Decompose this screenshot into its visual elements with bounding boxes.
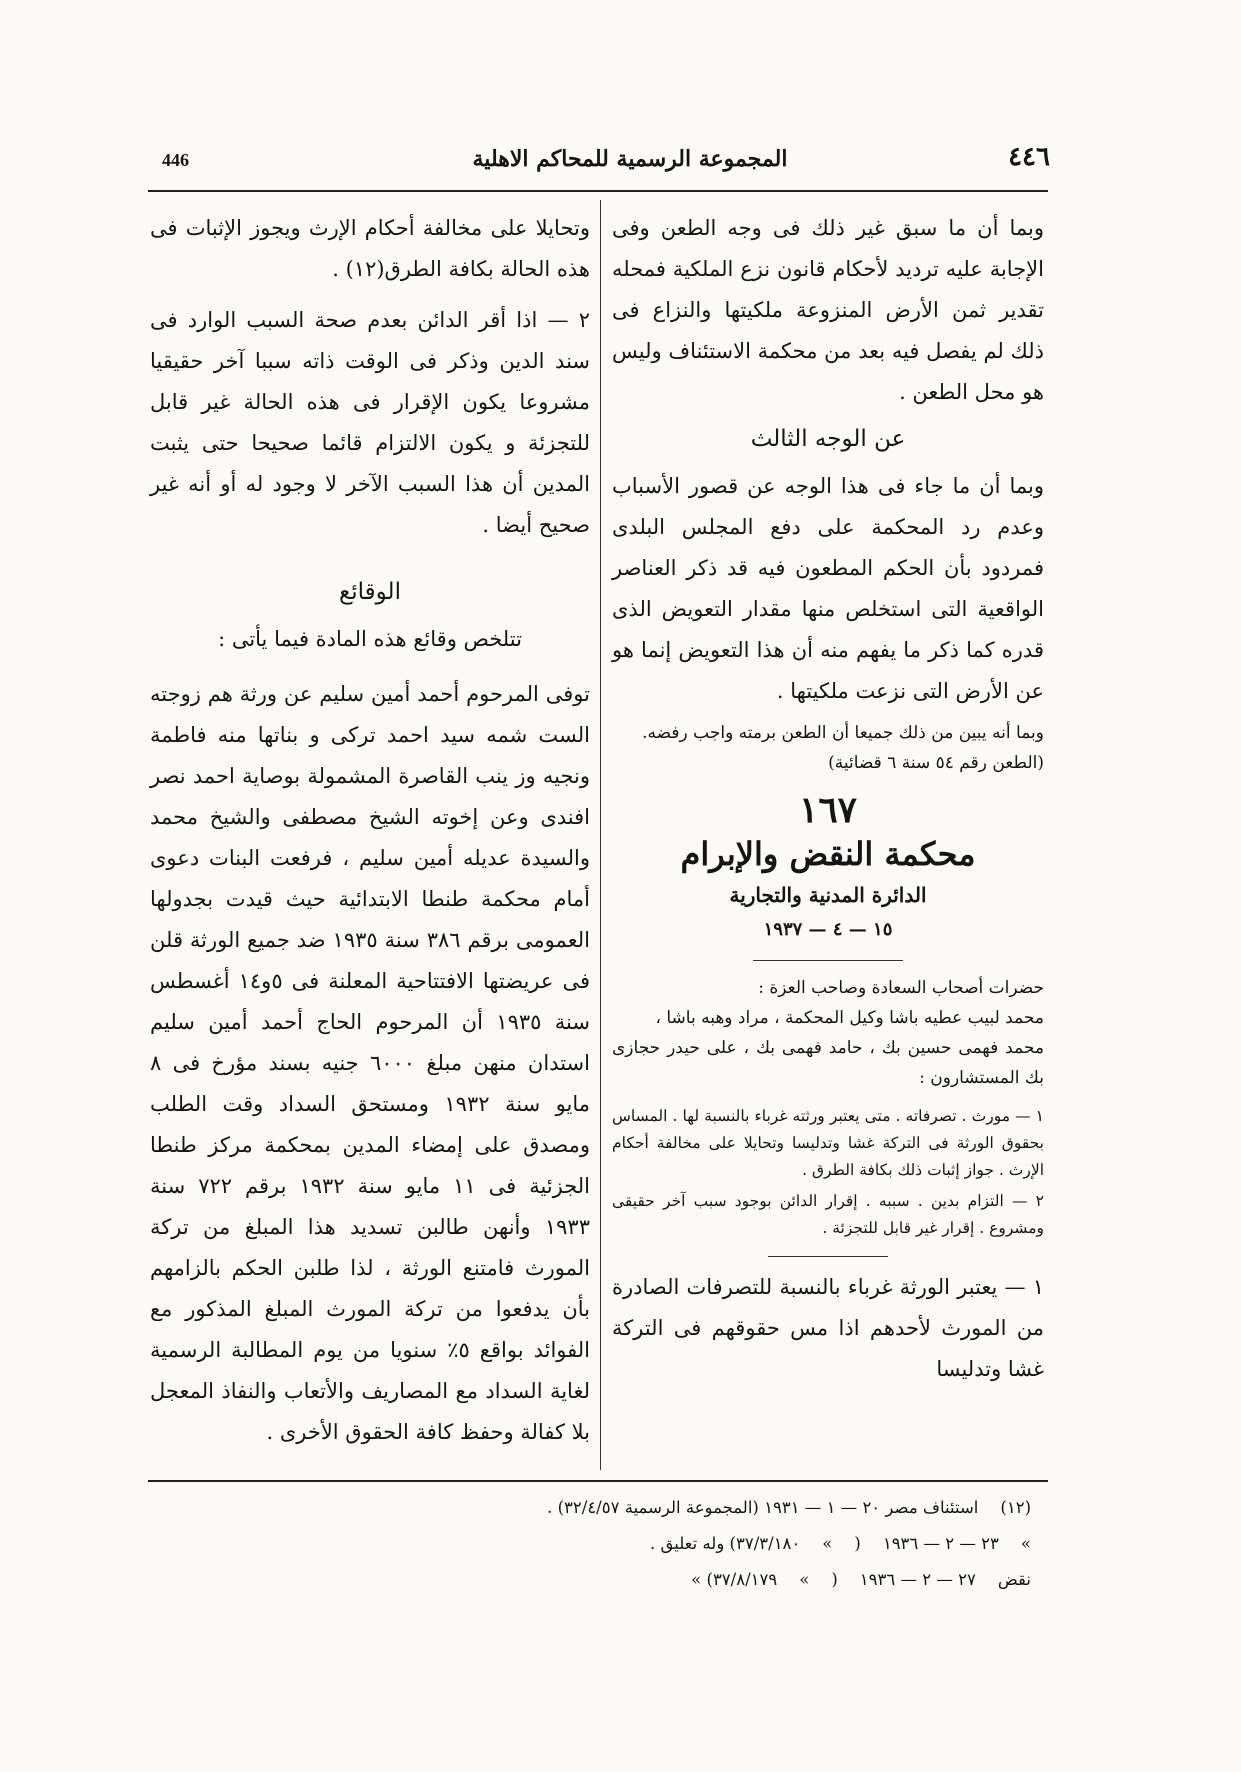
footnote-date: ٢٧ — ٢ — ١٩٣٦ bbox=[859, 1570, 976, 1589]
footnote-line bbox=[150, 1490, 1045, 1526]
summary-point: ٢ — التزام بدين . سببه . إقرار الدائن بوجود سبب آخر حقيقى ومشروع . إقرار غير قابل للتجزئة . bbox=[612, 1192, 1044, 1237]
page-number-latin: 446 bbox=[162, 150, 189, 170]
footnote-label: نقض bbox=[997, 1570, 1031, 1589]
paragraph: وبما أنه يبين من ذلك جميعا أن الطعن برمته واجب رفضه. bbox=[642, 723, 1044, 743]
paragraph: توفى المرحوم أحمد أمين سليم عن ورثة هم زوجته الست شمه سيد احمد تركى و بناتها منه فاطمة ونجيه وز ينب القاصرة المشمولة بوصاية احمد نصر افندى وعن إخوته الشيخ مصطفى والشيخ محمد والسيدة عديله أمين سليم ، فرفعت البنات دعوى أمام محكمة طنطا الابتدائية حيث قيدت بجدولها العمومى برقم ٣٨٦ سنة ١٩٣٥ ضد جميع الورثة قلن فى عريضتها الافتتاحية المعلنة فى ٥و١٤ أغسطس سنة ١٩٣٥ أن المرحوم الحاج أحمد أمين سليم استدان منهن مبلغ ٦٠٠٠ جنيه بسند مؤرخ فى ٨ مايو سنة ١٩٣٢ ومستحق السداد وقت الطلب ومصدق على إمضاء المدين بمحكمة مركز طنطا الجزئية فى ١١ مايو سنة ١٩٣٢ برقم ٧٢٢ سنة ١٩٣٣ وأنهن طالبن تسديد هذا المبلغ من تركة المورث فامتنع الورثة ، لذا طلبن الحكم بالزامهم بأن يدفعوا من تركة المورث المبلغ المذكور مع الفوائد بواقع ٥٪ سنويا من يوم المطالبة الرسمية لغاية السداد مع المصاريف والأتعاب والنفاذ المعجل بلا كفالة وحفظ كافة الحقوق الأخرى . bbox=[150, 682, 591, 1444]
footnote-marker: (١٢) bbox=[1000, 1498, 1031, 1517]
case-number: ١٦٧ bbox=[798, 789, 857, 831]
judges-line: محمد فهمى حسين بك ، حامد فهمى بك ، على حيدر حجازى بك المستشارون : bbox=[612, 1038, 1044, 1088]
paragraph: ١ — يعتبر الورثة غرباء بالنسبة للتصرفات الصادرة من المورث لأحدهم اذا مس حقوقهم فى التركة غشا وتدليسا bbox=[612, 1275, 1044, 1381]
facts-intro: تتلخص وقائع هذه المادة فيما يأتى : bbox=[218, 627, 522, 651]
paragraph: وبما أن ما جاء فى هذا الوجه عن قصور الأسباب وعدم رد المحكمة على دفع المجلس البلدى فمردود بأن الحكم المطعون فيه قد ذكر العناصر الواقعية التى استخلص منها مقدار التعويض الذى قدره كما ذكر ما يفهم منه أن هذا التعويض إنما هو عن الأرض التى نزعت ملكيتها . bbox=[612, 474, 1044, 703]
separator-rule bbox=[768, 1256, 888, 1257]
bracket: ( bbox=[831, 1570, 838, 1589]
case-reference: (الطعن رقم ٥٤ سنة ٦ قضائية) bbox=[828, 753, 1044, 773]
paragraph: ٢ — اذا أقر الدائن بعدم صحة السبب الوارد فى سند الدين وذكر فى الوقت ذاته سببا آخر حقيقيا مشروعا يكون الإقرار فى هذه الحالة غير قابل للتجزئة و يكون الالتزام قائما صحيحا حتى يثبت المدين أن هذا السبب الآخر لا وجود له أو أنه غير صحيح أيضا . bbox=[150, 308, 590, 537]
court-name: محكمة النقض والإبرام bbox=[680, 835, 976, 873]
journal-title: المجموعة الرسمية للمحاكم الاهلية bbox=[472, 146, 788, 172]
judgment-date: ١٥ — ٤ — ١٩٣٧ bbox=[763, 919, 893, 940]
footnotes bbox=[150, 1490, 1045, 1598]
footnote-ref: ٣٧/٨/١٧٩) » bbox=[691, 1570, 778, 1589]
footnote-text: استئناف مصر ٢٠ — ١ — ١٩٣١ (المجموعة الرسمية ٣٢/٤/٥٧) . bbox=[547, 1498, 979, 1517]
ditto-mark: » bbox=[822, 1534, 833, 1553]
footnote-line bbox=[150, 1562, 1045, 1598]
footnote-date: ٢٣ — ٢ — ١٩٣٦ bbox=[882, 1534, 999, 1553]
section-heading: عن الوجه الثالث bbox=[750, 426, 906, 452]
ditto-mark: » bbox=[799, 1570, 810, 1589]
left-column bbox=[150, 208, 590, 1453]
judges-line: محمد لبيب عطيه باشا وكيل المحكمة ، مراد وهبه باشا ، bbox=[655, 1008, 1044, 1028]
footnote-ref: ٣٧/٣/١٨٠) وله تعليق . bbox=[649, 1534, 801, 1553]
header-rule bbox=[148, 190, 1048, 192]
ditto-mark: » bbox=[1020, 1534, 1031, 1553]
judges-intro: حضرات أصحاب السعادة وصاحب العزة : bbox=[758, 978, 1044, 998]
bracket: ( bbox=[854, 1534, 861, 1553]
circuit-name: الدائرة المدنية والتجارية bbox=[729, 883, 927, 907]
paragraph: وتحايلا على مخالفة أحكام الإرث ويجوز الإثبات فى هذه الحالة بكافة الطرق(١٢) . bbox=[150, 216, 590, 281]
page-number-arabic: ٤٤٦ bbox=[1008, 142, 1050, 172]
right-column bbox=[612, 208, 1044, 1390]
column-divider bbox=[600, 200, 601, 1470]
separator-rule bbox=[753, 960, 903, 961]
footnote-rule bbox=[148, 1480, 1048, 1482]
footnote-line bbox=[150, 1526, 1045, 1562]
paragraph: وبما أن ما سبق غير ذلك فى وجه الطعن وفى الإجابة عليه ترديد لأحكام قانون نزع الملكية فمحله تقدير ثمن الأرض المنزوعة ملكيتها والنزاع فى ذلك لم يفصل فيه بعد من محكمة الاستئناف وليس هو محل الطعن . bbox=[612, 216, 1044, 404]
section-heading: الوقائع bbox=[339, 579, 401, 605]
summary-point: ١ — مورث . تصرفاته . متى يعتبر ورثته غرباء بالنسبة لها . المساس بحقوق الورثة فى التركة غشا وتدليسا وتحايلا على مخالفة أحكام الإرث . جواز إثبات ذلك بكافة الطرق . bbox=[612, 1107, 1044, 1179]
